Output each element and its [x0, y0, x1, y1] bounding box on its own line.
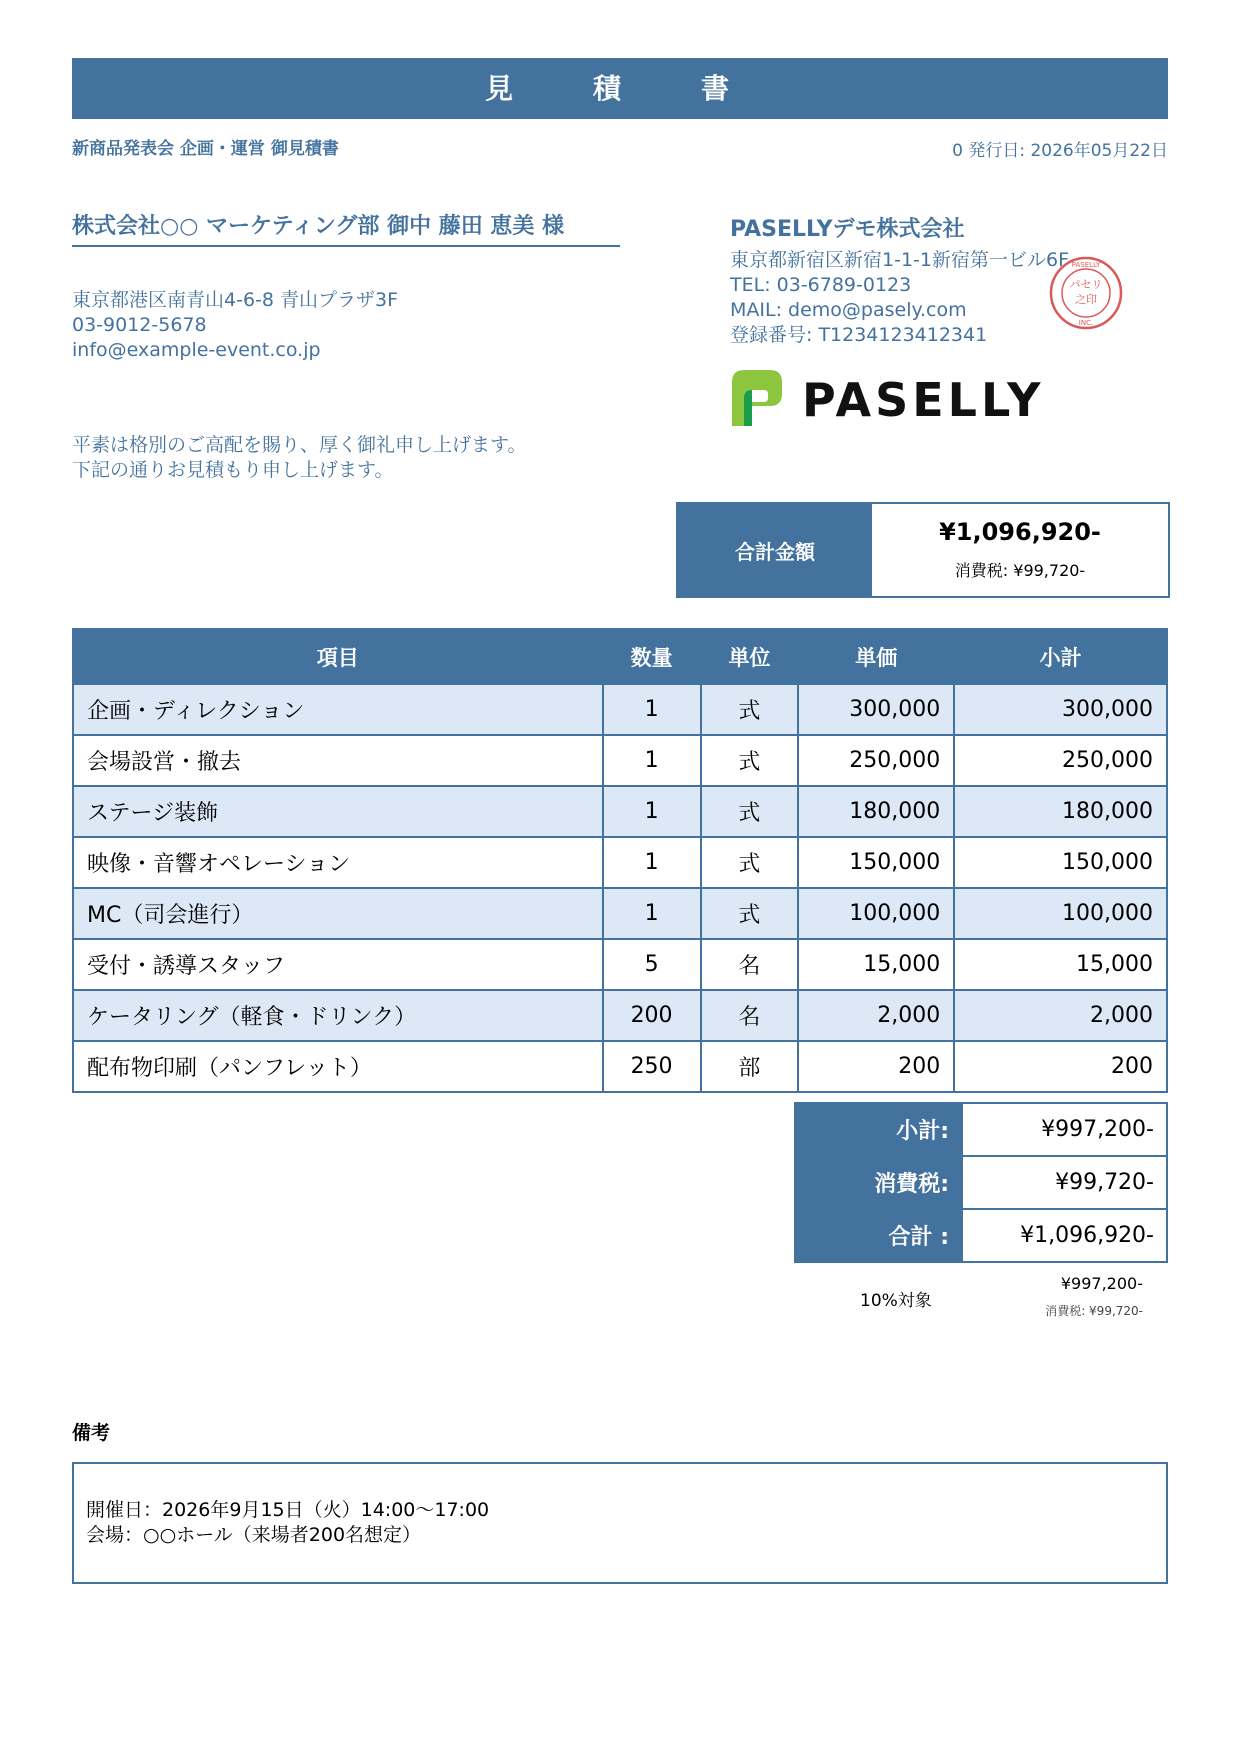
greeting — [72, 433, 526, 483]
summary-subtotal-row — [795, 1103, 1167, 1156]
summary-subtotal-label: 小計: — [795, 1103, 962, 1156]
table-row — [73, 735, 1167, 786]
summary-total-row — [795, 1209, 1167, 1262]
summary-table — [794, 1102, 1168, 1263]
issue-date: 0 発行日: 2026年05月22日 — [952, 141, 1168, 161]
item-qty: 200 — [603, 990, 701, 1041]
item-subtotal: 300,000 — [954, 684, 1167, 735]
remarks-line-2: 会場：○○ホール（来場者200名想定） — [86, 1524, 422, 1546]
table-header-row — [73, 629, 1167, 684]
company-registration: 登録番号: T1234123412341 — [730, 324, 988, 346]
item-subtotal: 200 — [954, 1041, 1167, 1092]
company-name: PASELLYデモ株式会社 — [730, 217, 965, 242]
item-price: 180,000 — [798, 786, 954, 837]
item-name: 配布物印刷（パンフレット） — [73, 1041, 603, 1092]
summary-tax-value: ¥99,720- — [962, 1156, 1167, 1209]
item-unit: 部 — [701, 1041, 799, 1092]
client-info — [72, 288, 398, 363]
table-row — [73, 837, 1167, 888]
header-item: 項目 — [73, 629, 603, 684]
item-qty: 1 — [603, 837, 701, 888]
summary-tax-label: 消費税: — [795, 1156, 962, 1209]
greeting-line-2: 下記の通りお見積もり申し上げます。 — [72, 459, 394, 481]
item-qty: 1 — [603, 735, 701, 786]
svg-text:之印: 之印 — [1075, 293, 1097, 306]
item-name: ケータリング（軽食・ドリンク） — [73, 990, 603, 1041]
header-quantity: 数量 — [603, 629, 701, 684]
header-unit: 単位 — [701, 629, 799, 684]
item-name: ステージ装飾 — [73, 786, 603, 837]
client-address: 東京都港区南青山4-6-8 青山プラザ3F — [72, 289, 399, 311]
item-price: 150,000 — [798, 837, 954, 888]
item-subtotal: 250,000 — [954, 735, 1167, 786]
svg-text:PASELLY: PASELLY — [1071, 261, 1101, 269]
item-name: 会場設営・撤去 — [73, 735, 603, 786]
company-address: 東京都新宿区新宿1-1-1新宿第一ビル6F — [730, 249, 1069, 271]
table-row — [73, 786, 1167, 837]
item-unit: 名 — [701, 990, 799, 1041]
line-items-table — [72, 628, 1168, 1093]
table-row — [73, 888, 1167, 939]
svg-text:パセリ: パセリ — [1069, 278, 1103, 291]
summary-total-label: 合計 : — [795, 1209, 962, 1262]
item-unit: 式 — [701, 888, 799, 939]
document-title: 見 積 書 — [72, 58, 1168, 119]
item-unit: 式 — [701, 684, 799, 735]
item-subtotal: 15,000 — [954, 939, 1167, 990]
summary-tax-row — [795, 1156, 1167, 1209]
item-price: 15,000 — [798, 939, 954, 990]
item-qty: 1 — [603, 786, 701, 837]
summary-subtotal-value: ¥997,200- — [962, 1103, 1167, 1156]
total-amount-label: 合計金額 — [678, 504, 872, 596]
item-price: 200 — [798, 1041, 954, 1092]
item-unit: 名 — [701, 939, 799, 990]
table-row — [73, 939, 1167, 990]
tax-rate-subtotal: ¥997,200- — [1060, 1274, 1143, 1293]
remarks-text — [86, 1498, 489, 1548]
svg-text:PASELLY: PASELLY — [802, 373, 1045, 427]
item-subtotal: 100,000 — [954, 888, 1167, 939]
table-row — [73, 990, 1167, 1041]
client-email: info@example-event.co.jp — [72, 339, 321, 361]
tax-rate-tax: 消費税: ¥99,720- — [1045, 1304, 1143, 1318]
paselly-logo — [730, 368, 1060, 428]
document-subject: 新商品発表会 企画・運営 御見積書 — [72, 139, 339, 159]
company-mail: MAIL: demo@pasely.com — [730, 299, 967, 321]
summary-total-value: ¥1,096,920- — [962, 1209, 1167, 1262]
company-seal-stamp — [1048, 255, 1124, 331]
table-row — [73, 1041, 1167, 1092]
total-amount-value: ¥1,096,920- — [939, 518, 1101, 546]
item-unit: 式 — [701, 837, 799, 888]
header-unit-price: 単価 — [798, 629, 954, 684]
item-subtotal: 2,000 — [954, 990, 1167, 1041]
total-tax-value: 消費税: ¥99,720- — [954, 561, 1086, 580]
item-unit: 式 — [701, 786, 799, 837]
header-subtotal: 小計 — [954, 629, 1167, 684]
total-amount-box — [676, 502, 1170, 598]
client-phone: 03-9012-5678 — [72, 314, 207, 336]
remarks-title: 備考 — [72, 1422, 111, 1444]
item-price: 300,000 — [798, 684, 954, 735]
item-name: 企画・ディレクション — [73, 684, 603, 735]
greeting-line-1: 平素は格別のご高配を賜り、厚く御礼申し上げます。 — [72, 434, 527, 456]
item-name: 受付・誘導スタッフ — [73, 939, 603, 990]
item-subtotal: 150,000 — [954, 837, 1167, 888]
tax-rate-label: 10%対象 — [860, 1291, 932, 1311]
item-unit: 式 — [701, 735, 799, 786]
item-name: MC（司会進行） — [73, 888, 603, 939]
item-price: 100,000 — [798, 888, 954, 939]
item-price: 250,000 — [798, 735, 954, 786]
item-qty: 250 — [603, 1041, 701, 1092]
company-tel: TEL: 03-6789-0123 — [730, 274, 912, 296]
table-row — [73, 684, 1167, 735]
client-name: 株式会社○○ マーケティング部 御中 藤田 恵美 様 — [72, 213, 620, 247]
item-qty: 5 — [603, 939, 701, 990]
item-qty: 1 — [603, 684, 701, 735]
svg-text:INC.: INC. — [1078, 319, 1094, 327]
company-info — [730, 248, 1069, 348]
item-subtotal: 180,000 — [954, 786, 1167, 837]
item-qty: 1 — [603, 888, 701, 939]
item-price: 2,000 — [798, 990, 954, 1041]
item-name: 映像・音響オペレーション — [73, 837, 603, 888]
remarks-line-1: 開催日：2026年9月15日（火）14:00〜17:00 — [86, 1499, 490, 1521]
